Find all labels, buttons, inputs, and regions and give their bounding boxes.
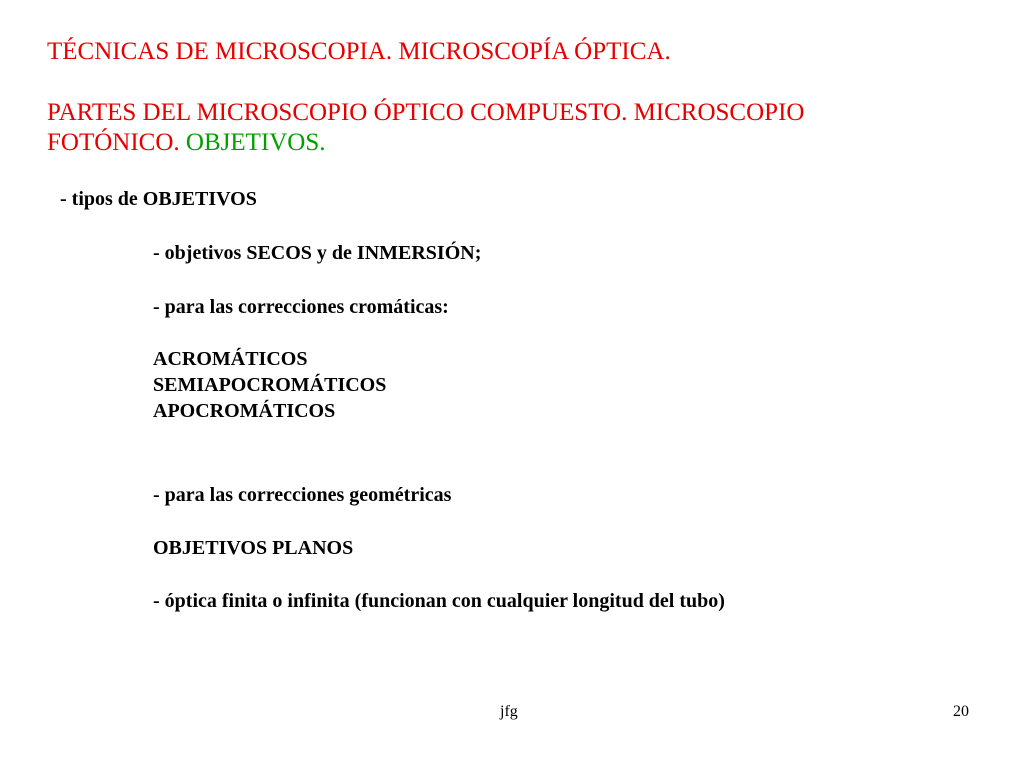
slide-title: TÉCNICAS DE MICROSCOPIA. MICROSCOPÍA ÓPTICA. xyxy=(47,38,671,65)
item-inmersion: - objetivos SECOS y de INMERSIÓN; xyxy=(153,242,482,264)
item-objetivos-planos: OBJETIVOS PLANOS xyxy=(153,537,354,559)
subtitle-red-part: FOTÓNICO. xyxy=(47,129,180,156)
item-acromaticos: ACROMÁTICOS xyxy=(153,348,308,370)
page-number: 20 xyxy=(953,703,969,720)
footer-author: jfg xyxy=(500,703,518,720)
section-heading: - tipos de OBJETIVOS xyxy=(60,188,257,210)
item-geometricas: - para las correcciones geométricas xyxy=(153,484,452,506)
slide-subtitle-line-1: PARTES DEL MICROSCOPIO ÓPTICO COMPUESTO. MICROSCOPIO xyxy=(47,99,805,126)
item-optica-finita: - óptica finita o infinita (funcionan con cualquier longitud del tubo) xyxy=(153,590,725,612)
item-apocromaticos: APOCROMÁTICOS xyxy=(153,400,336,422)
subtitle-green-part: OBJETIVOS. xyxy=(185,129,326,156)
item-cromaticas: - para las correcciones cromáticas: xyxy=(153,296,449,318)
slide-subtitle-line-2 xyxy=(47,128,326,158)
item-semiapocromaticos: SEMIAPOCROMÁTICOS xyxy=(153,374,387,396)
